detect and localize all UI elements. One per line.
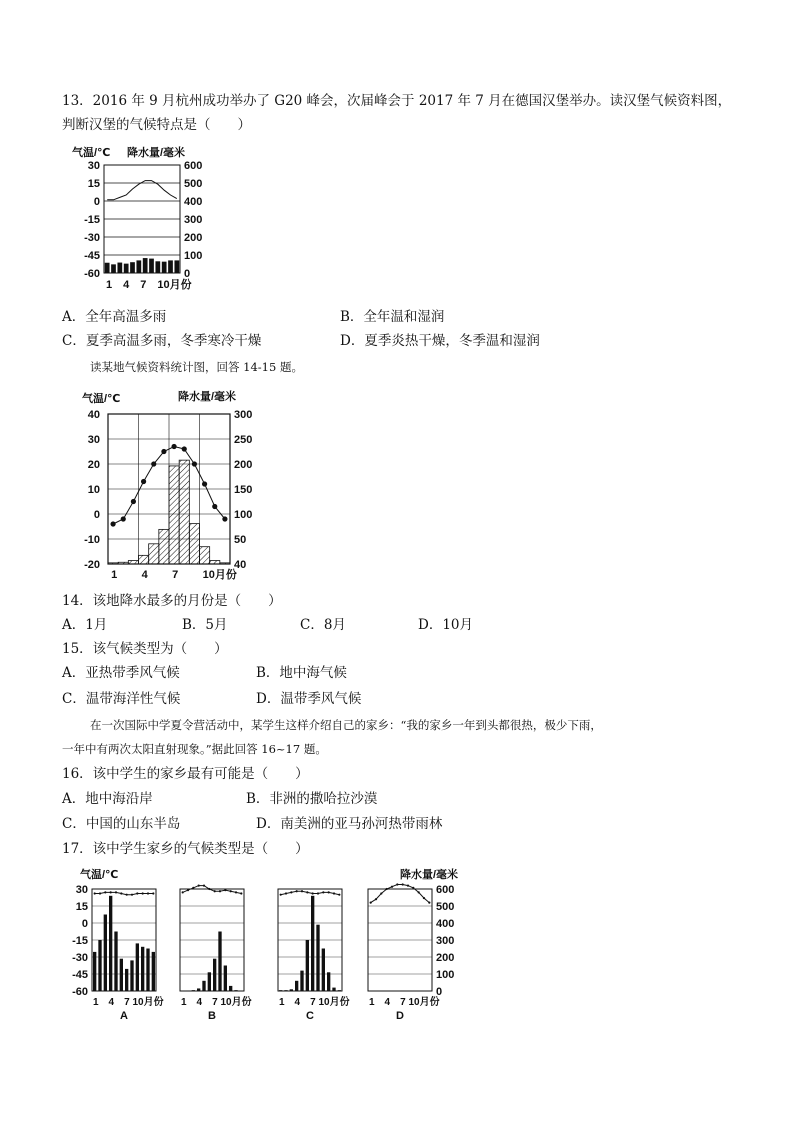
chart1-precip-bar [162, 262, 167, 273]
chart3-precip-bar [130, 960, 133, 991]
q16-option-c[interactable]: C．中国的山东半岛 [62, 816, 181, 832]
chart1-temp-tick: -45 [84, 250, 100, 262]
chart3-panel-b [180, 885, 252, 1023]
q14-option-d[interactable]: D．10月 [418, 617, 474, 633]
chart3-precip-bar [109, 896, 112, 991]
chart2-precip-tick: 100 [234, 509, 253, 521]
chart2-temp-point [192, 461, 197, 466]
chart3-precip-bar [224, 966, 227, 992]
q16-stem: 16．该中学生的家乡最有可能是（ ） [62, 766, 309, 782]
chart3-precip-bar [327, 972, 330, 991]
chart2-precip-tick: 200 [234, 459, 253, 471]
chart1-temp-title: 气温/℃ [72, 147, 111, 159]
chart3-precip-bar [152, 952, 155, 991]
chart3-precip-bar [197, 988, 200, 991]
chart3-temp-title: 气温/℃ [80, 869, 119, 881]
q14-option-a[interactable]: A．1月 [62, 617, 108, 633]
chart1-precip-bar [111, 264, 116, 273]
chart2-precip-title: 降水量/毫米 [178, 391, 237, 403]
chart3-temp-tick: 0 [81, 918, 88, 930]
q16-option-d[interactable]: D．南美洲的亚马孙河热带雨林 [256, 816, 443, 832]
chart2-x-tick: 7 [172, 569, 179, 581]
chart3-panel-letter: D [396, 1010, 404, 1022]
chart3-precip-bar [422, 991, 425, 992]
chart3-precip-tick: 200 [436, 952, 455, 964]
q13-stem-line1: 13．2016 年 9 月杭州成功举办了 G20 峰会，次届峰会于 2017 年 7 月在德国汉堡举办。读汉堡气候资料图， [62, 93, 732, 109]
q14-option-c[interactable]: C．8月 [300, 617, 346, 633]
chart3-precip-bar [385, 991, 388, 992]
chart1-precip-tick: 300 [184, 214, 203, 226]
chart2-precip-tick: 150 [234, 484, 253, 496]
q13-option-a[interactable]: A．全年高温多雨 [62, 309, 167, 325]
chart3-precip-bar [295, 981, 298, 991]
q15-option-c[interactable]: C．温带海洋性气候 [62, 691, 181, 707]
chart3-precip-bar [369, 991, 372, 992]
chart3-precip-tick: 400 [436, 918, 455, 930]
chart3-precip-bar [181, 991, 184, 992]
chart2-temp-point [222, 516, 227, 521]
chart1-precip-tick: 100 [184, 250, 203, 262]
chart3-precip-tick: 500 [436, 901, 455, 913]
chart3-panel-letter: A [120, 1010, 128, 1022]
chart3-precip-bar [396, 991, 399, 992]
chart3-precip-bar [428, 991, 431, 992]
chart2-temp-tick: 10 [87, 484, 100, 496]
q15-option-d[interactable]: D．温带季风气候 [256, 691, 362, 707]
chart3-precip-bar [417, 991, 420, 992]
chart3-precip-bar [240, 991, 243, 992]
chart3-precip-bar [136, 943, 139, 991]
chart3-precip-tick: 600 [436, 884, 455, 896]
chart3-precip-tick: 300 [436, 935, 455, 947]
chart1-precip-tick: 500 [184, 178, 203, 190]
chart1-precip-title: 降水量/毫米 [127, 147, 186, 159]
chart3-precip-bar [279, 990, 282, 991]
q15-option-b[interactable]: B．地中海气候 [256, 665, 347, 681]
chart2-precip-bar [169, 466, 179, 564]
chart3-precip-tick: 0 [436, 986, 443, 998]
chart2-precip-tick: 50 [234, 534, 247, 546]
chart1-temp-tick: 0 [93, 196, 100, 208]
chart3-precip-bar [234, 990, 237, 991]
chart2-temp-point [131, 499, 136, 504]
chart2-precip-tick: 250 [234, 434, 253, 446]
chart2-precip-tick: 300 [234, 409, 253, 421]
intro-16-17-line2: 一年中有两次太阳直射现象。”据此回答 16~17 题。 [62, 742, 327, 756]
chart3-precip-bar [208, 972, 211, 991]
chart3-temp-tick: -30 [72, 952, 88, 964]
chart3-x-label: 1 4 7 10月份 [93, 997, 164, 1008]
chart3-precip-bar [104, 915, 107, 992]
q13-option-c[interactable]: C．夏季高温多雨，冬季寒冷干燥 [62, 333, 262, 349]
chart3-x-label: 1 4 7 10月份 [279, 997, 350, 1008]
chart3-precip-bar [192, 990, 195, 991]
chart2-precip-tick: 40 [234, 559, 247, 571]
q15-stem: 15．该气候类型为（ ） [62, 641, 228, 657]
chart1-precip-tick: 200 [184, 232, 203, 244]
chart3-temp-line [95, 892, 154, 894]
chart2-x-tick: 4 [141, 569, 148, 581]
chart1-precip-bar [117, 263, 122, 273]
intro-16-17-line1: 在一次国际中学夏令营活动中，某学生这样介绍自己的家乡：“我的家乡一年到头都很热，极少下雨， [90, 718, 602, 732]
chart2-x-tick: 10月份 [202, 569, 237, 581]
chart3-precip-bar [93, 952, 96, 991]
chart3-precip-title: 降水量/毫米 [400, 869, 459, 881]
chart2-temp-tick: 0 [93, 509, 100, 521]
chart1-precip-tick: 600 [184, 160, 203, 172]
chart2-precip-bar [200, 547, 210, 564]
q13-option-b[interactable]: B．全年温和湿润 [340, 309, 445, 325]
chart3-precip-bar [120, 959, 123, 991]
chart3-precip-bar [229, 986, 232, 991]
chart3-precip-bar [380, 991, 383, 992]
chart-hamburg-climate [62, 143, 222, 293]
chart1-precip-tick: 0 [184, 268, 191, 280]
q16-option-a[interactable]: A．地中海沿岸 [62, 791, 153, 807]
chart2-temp-point [171, 444, 176, 449]
q16-option-b[interactable]: B．非洲的撒哈拉沙漠 [246, 791, 378, 807]
chart3-precip-bar [406, 991, 409, 992]
chart1-precip-bar [143, 258, 148, 273]
chart2-temp-point [182, 446, 187, 451]
chart2-temp-tick: -10 [84, 534, 100, 546]
chart3-precip-bar [186, 990, 189, 991]
chart1-precip-bar [149, 259, 154, 273]
chart1-temp-tick: -30 [84, 232, 100, 244]
chart3-precip-bar [141, 947, 144, 991]
chart3-x-label: 1 4 7 10月份 [369, 997, 440, 1008]
chart2-temp-tick: -20 [84, 559, 100, 571]
chart2-temp-point [110, 521, 115, 526]
chart3-x-label: 1 4 7 10月份 [181, 997, 252, 1008]
q14-stem: 14．该地降水最多的月份是（ ） [62, 593, 282, 609]
chart2-precip-bar [179, 460, 189, 564]
chart3-precip-bar [338, 990, 341, 991]
chart1-precip-bar [136, 260, 141, 273]
chart2-temp-point [202, 481, 207, 486]
chart3-precip-bar [401, 990, 404, 991]
chart3-precip-bar [290, 989, 293, 991]
chart2-temp-tick: 40 [87, 409, 100, 421]
chart2-precip-bar [189, 524, 199, 564]
chart1-precip-tick: 400 [184, 196, 203, 208]
chart3-precip-tick: 100 [436, 969, 455, 981]
chart1-temp-tick: 30 [87, 160, 100, 172]
chart3-temp-tick: -60 [72, 986, 88, 998]
intro-14-15: 读某地气候资料统计图，回答 14-15 题。 [90, 360, 303, 374]
chart3-precip-bar [316, 925, 319, 991]
chart-climate-14-15 [78, 388, 253, 584]
chart2-temp-tick: 20 [87, 459, 100, 471]
chart1-precip-bar [155, 261, 160, 273]
q17-stem: 17．该中学生家乡的气候类型是（ ） [62, 841, 309, 857]
q13-option-d[interactable]: D．夏季炎热干燥，冬季温和湿润 [340, 333, 540, 349]
q15-option-a[interactable]: A．亚热带季风气候 [62, 665, 180, 681]
chart3-panel-a [92, 889, 164, 1022]
chart3-panel-letter: B [208, 1010, 216, 1022]
chart3-precip-bar [322, 949, 325, 992]
chart3-precip-bar [306, 940, 309, 991]
chart3-temp-line [281, 891, 340, 894]
chart2-x-tick: 1 [111, 569, 118, 581]
chart2-temp-title: 气温/℃ [82, 393, 121, 405]
chart3-precip-bar [202, 981, 205, 991]
q13-stem-line2: 判断汉堡的气候特点是（ ） [62, 117, 251, 133]
chart1-precip-bar [124, 264, 129, 273]
chart3-temp-tick: 30 [75, 884, 88, 896]
chart1-precip-bar [168, 260, 173, 273]
chart3-panel-c [278, 889, 350, 1022]
chart3-temp-line [371, 885, 430, 903]
chart2-precip-bar [149, 544, 159, 564]
chart3-precip-bar [213, 959, 216, 991]
chart3-precip-bar [218, 932, 221, 992]
chart2-temp-point [151, 461, 156, 466]
chart3-precip-bar [114, 932, 117, 992]
chart2-precip-bar [139, 555, 149, 564]
chart2-temp-point [141, 479, 146, 484]
chart1-precip-bar [174, 260, 179, 273]
chart3-panel-letter: C [306, 1010, 314, 1022]
chart2-temp-point [161, 449, 166, 454]
chart3-precip-bar [146, 949, 149, 992]
chart1-precip-bar [105, 263, 110, 273]
chart3-precip-bar [284, 990, 287, 991]
chart3-precip-bar [332, 988, 335, 991]
chart3-precip-bar [98, 940, 101, 991]
chart2-precip-bar [159, 529, 169, 564]
chart2-temp-point [121, 516, 126, 521]
chart3-temp-tick: -15 [72, 935, 88, 947]
chart3-precip-bar [300, 971, 303, 991]
q14-option-b[interactable]: B．5月 [182, 617, 228, 633]
chart3-precip-bar [125, 969, 128, 991]
chart3-precip-bar [412, 991, 415, 992]
chart2-temp-tick: 30 [87, 434, 100, 446]
chart3-temp-line [183, 886, 242, 894]
chart3-panel-d [368, 883, 443, 1022]
chart3-precip-bar [390, 991, 393, 992]
chart3-precip-bar [311, 896, 314, 991]
chart3-precip-bar [374, 991, 377, 992]
chart1-x-label: 1 4 7 10月份 [106, 279, 192, 291]
chart3-temp-tick: 15 [75, 901, 88, 913]
chart1-temp-tick: -60 [84, 268, 100, 280]
chart-q17-panels [62, 865, 472, 1025]
chart3-temp-tick: -45 [72, 969, 88, 981]
chart1-precip-bar [130, 262, 135, 273]
chart1-temp-tick: 15 [87, 178, 100, 190]
chart2-temp-point [212, 504, 217, 509]
chart1-temp-line [107, 181, 177, 200]
chart1-temp-tick: -15 [84, 214, 100, 226]
